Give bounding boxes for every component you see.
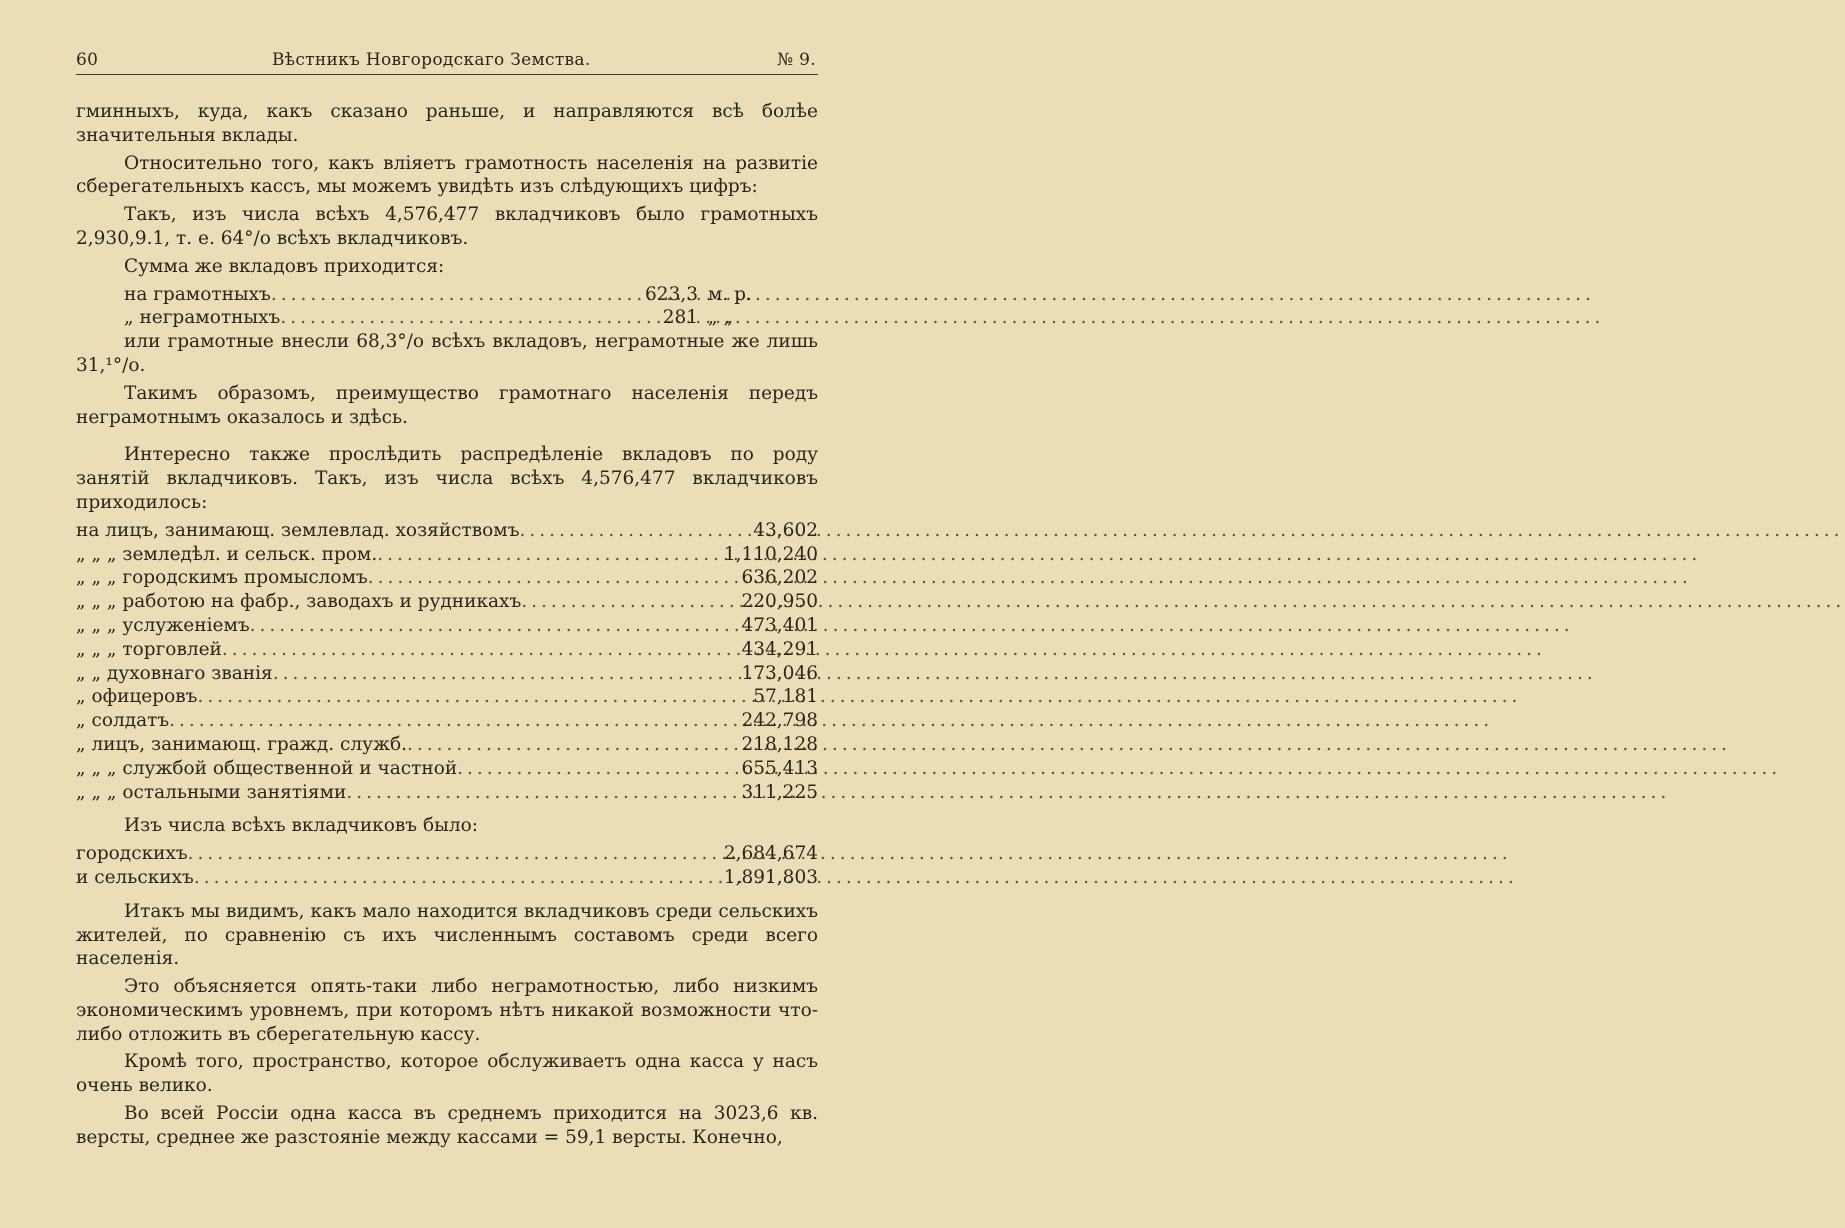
page-number: 60 [76,50,99,70]
leader-dots [377,543,720,567]
occupation-label: „ „ „ услуженіемъ [76,614,250,636]
leader-dots [457,757,737,781]
leader-dots [194,866,720,890]
journal-title: Вѣстникъ Новгородскаго Земства. [272,50,591,70]
deposit-unit: м. р. [708,283,752,305]
table-row [76,614,818,638]
paragraph: или грамотные внесли 68,3°/о всѣхъ вкладовъ, неграмотные же лишь 31,¹°/о. [76,331,818,376]
document-page [0,0,856,1228]
table-row [76,543,818,567]
table-row [76,566,818,590]
occupation-value: 242,798 [741,710,818,732]
deposit-row [124,306,818,330]
leader-dots [250,614,738,638]
occupation-value: 636,202 [741,567,818,589]
table-row [76,709,818,733]
occupation-value: 43,602 [753,519,818,541]
leader-dots [222,638,738,662]
occupation-label: „ „ „ работою на фабр., заводахъ и рудникахъ [76,591,522,613]
page-header [76,44,818,75]
leader-dots [271,283,641,307]
table-row [76,662,818,686]
leader-dots [407,733,737,757]
occupation-label: „ солдатъ [76,710,170,732]
table-row [76,842,818,866]
paragraph: Изъ числа всѣхъ вкладчиковъ было: [124,815,478,837]
leader-dots [280,306,658,330]
table-row [76,519,818,543]
occupation-label: „ „ „ остальными занятіями [76,781,347,803]
paragraph: Это объясняется опять-таки либо неграмотностью, либо низкимъ экономическимъ уровнемъ, при которомъ нѣтъ никакой возможности что-либо отложить въ сберегательную кассу. [76,976,818,1045]
issue-number: № 9. [777,50,816,70]
deposit-table [76,283,818,331]
table-row [76,757,818,781]
occupation-value: 434,291 [741,638,818,660]
deposit-value: 281 [662,307,698,329]
occupation-label: „ „ „ городскимъ промысломъ [76,567,368,589]
paragraph: Относительно того, какъ вліяетъ грамотность населенія на развитіе сберегательныхъ кассъ, мы можемъ увидѣть изъ слѣдующихъ цифръ: [76,152,818,198]
paragraph: Во всей Россіи одна касса въ среднемъ приходится на 3023,6 кв. версты, среднее же разстояніе между кассами = 59,1 версты. Конечно, [76,1103,818,1148]
paragraph: Сумма же вкладовъ приходится: [124,255,445,277]
paragraph: Итакъ мы видимъ, какъ мало находится вкладчиковъ среди сельскихъ жителей, по сравненію съ ихъ численнымъ составомъ среди всего населенія. [76,900,818,970]
table-row [76,638,818,662]
leader-dots [188,842,720,866]
paragraph: Такъ, изъ числа всѣхъ 4,576,477 вкладчиковъ было грамотныхъ 2,930,9.1, т. е. 64°/о всѣхъ вкладчиковъ. [76,204,818,249]
leader-dots [521,590,737,614]
occupation-label: на лицъ, занимающ. землевлад. хозяйствомъ [76,519,520,541]
deposit-value: 623,3 [645,283,698,305]
occupation-value: 473,401 [741,614,818,636]
occupation-label: „ „ „ торговлей [76,638,222,660]
leader-dots [197,685,749,709]
deposit-unit: „ „ [708,307,734,329]
residence-label: и сельскихъ [76,866,194,888]
deposit-row [124,283,818,307]
table-row [76,590,818,614]
leader-dots [346,781,737,805]
occupation-table [76,519,818,805]
occupation-label: „ офицеровъ [76,686,198,708]
table-row [76,685,818,709]
table-row [76,866,818,890]
occupation-label: „ „ „ службой общественной и частной [76,757,458,779]
occupation-value: 173,046 [741,662,818,684]
occupation-label: „ лицъ, занимающ. гражд. служб. [76,733,408,755]
occupation-value: 57,181 [753,686,818,708]
deposit-label: на грамотныхъ [124,283,271,305]
leader-dots [519,519,749,543]
residence-value: 1,891,803 [723,866,818,888]
deposit-label: „ неграмотныхъ [124,307,281,329]
occupation-value: 655,413 [741,757,818,779]
occupation-label: „ „ „ земледѣл. и сельск. пром. [76,543,378,565]
occupation-value: 218,128 [741,733,818,755]
page-body [76,100,818,1154]
residence-table [76,842,818,890]
paragraph: Интересно также прослѣдить распредѣленіе вкладовъ по роду занятій вкладчиковъ. Такъ, изъ числа всѣхъ 4,576,477 вкладчиковъ приходилось: [76,444,818,513]
leader-dots [273,662,738,686]
residence-label: городскихъ [76,843,188,865]
paragraph: гминныхъ, куда, какъ сказано раньше, и направляются всѣ болѣе значительныя вклады. [76,101,818,146]
paragraph: Кромѣ того, пространство, которое обслуживаетъ одна касса у насъ очень велико. [76,1051,818,1097]
occupation-label: „ „ духовнаго званія [76,662,273,684]
occupation-value: 311,225 [741,781,818,803]
leader-dots [368,566,738,590]
occupation-value: 220,950 [741,591,818,613]
residence-value: 2,684,674 [723,843,818,865]
table-row [76,781,818,805]
leader-dots [169,709,737,733]
table-row [76,733,818,757]
occupation-value: 1,110,240 [723,543,818,565]
paragraph: Такимъ образомъ, преимущество грамотнаго населенія передъ неграмотнымъ оказалось и здѣсь. [76,382,818,428]
